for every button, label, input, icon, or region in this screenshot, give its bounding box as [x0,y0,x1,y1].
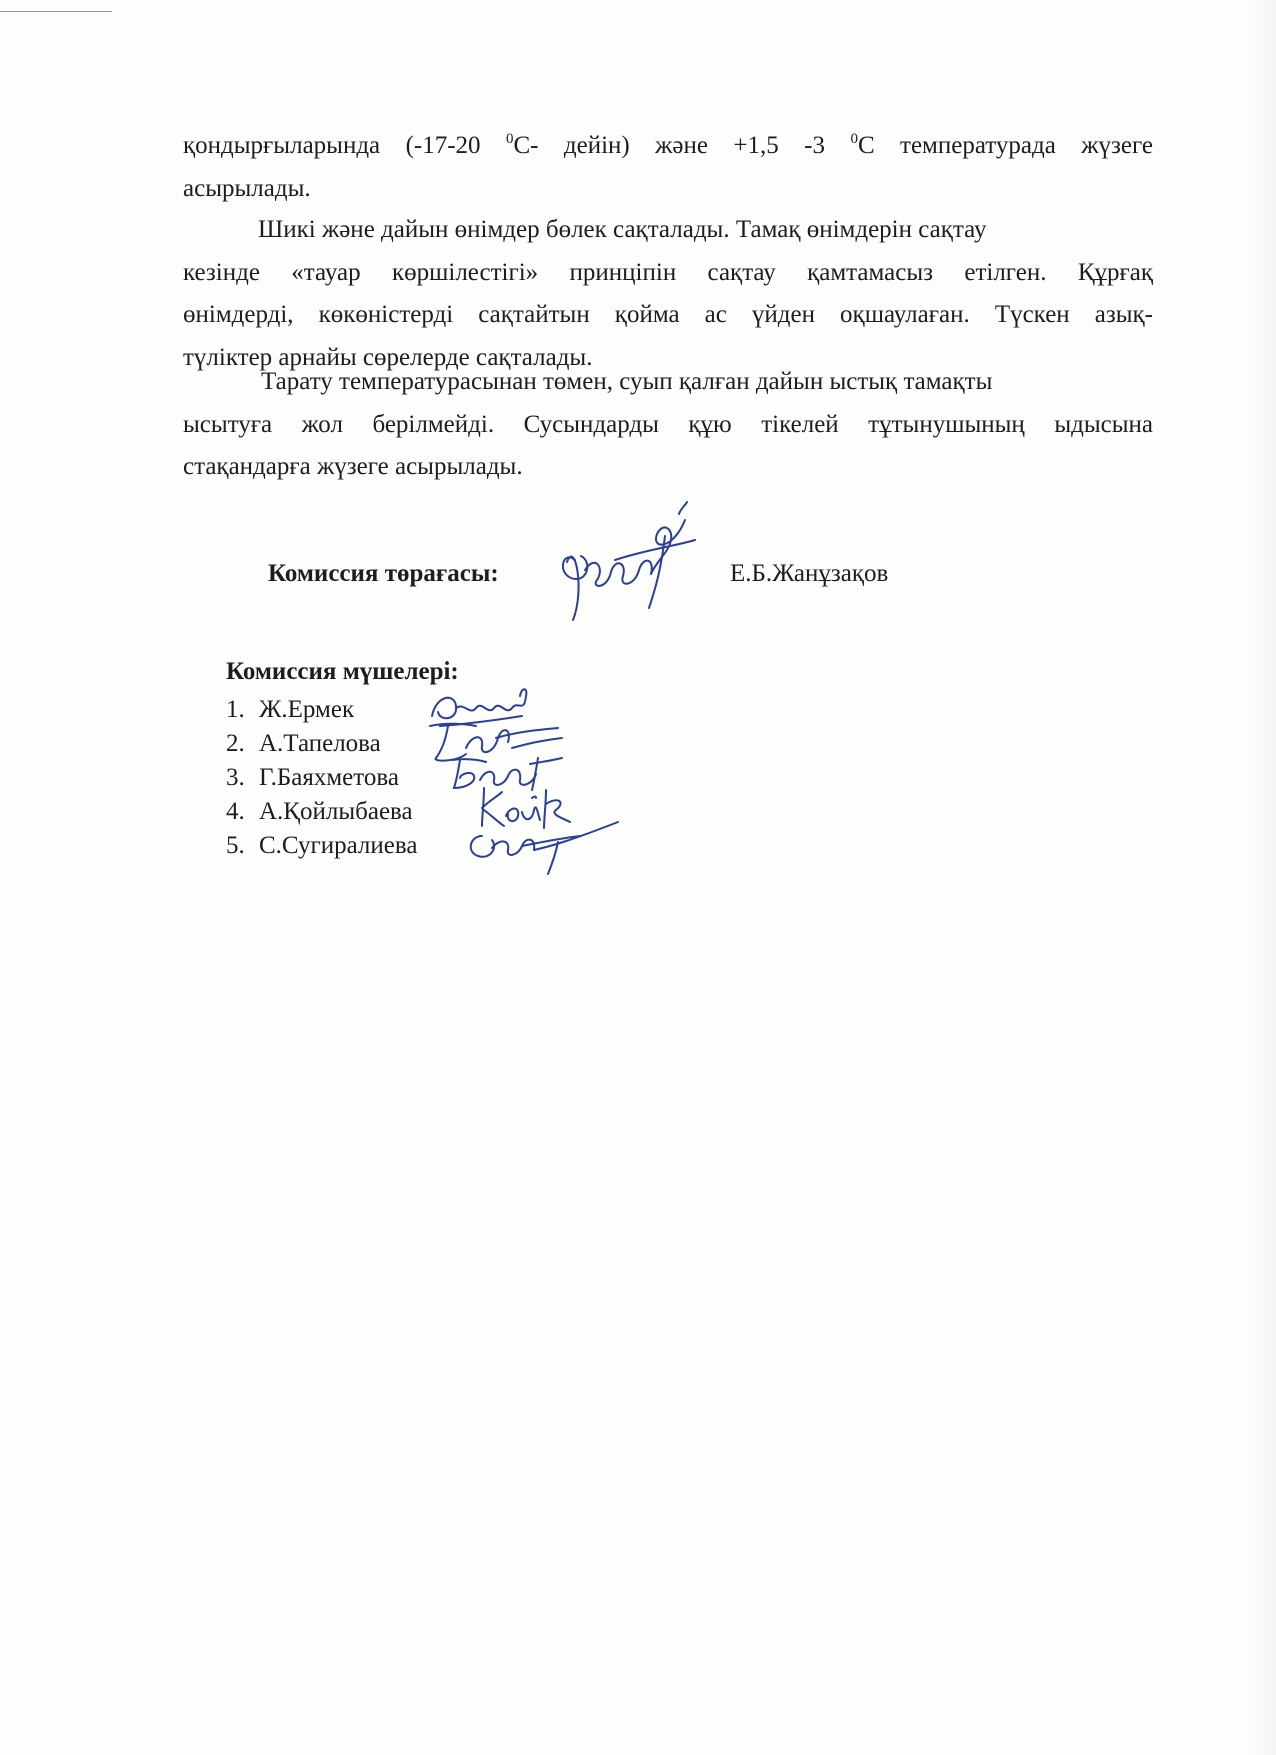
list-item: 4. А.Қойлыбаева [226,795,417,829]
list-item: 1. Ж.Ермек [226,693,417,727]
list-item: 2. А.Тапелова [226,727,417,761]
chair-label: Комиссия төрағасы: [268,560,499,587]
members-list [226,693,417,863]
member-5-signature-icon [462,818,622,876]
list-item: 3. Г.Баяхметова [226,761,417,795]
member-name: Ж.Ермек [259,696,355,723]
list-item: 5. С.Сугиралиева [226,829,417,863]
paragraph-1 [183,125,1153,210]
paragraph-2 [183,209,1153,379]
member-name: С.Сугиралиева [259,832,418,859]
member-name: Г.Баяхметова [259,764,399,791]
paragraph-3 [183,361,1153,489]
paragraph-2-line-3: өнімдерді, көкөністерді сақтайтын қойма ас үйден оқшаулаған. Түскен азық- [183,301,1153,328]
chair-name: Е.Б.Жанұзақов [730,560,889,587]
paragraph-3-line-2: ысытуға жол берілмейді. Сусындарды құю тікелей тұтынушының ыдысына [183,410,1153,438]
paragraph-1-line-1: қондырғыларында (-17-20 $^0$С- дейін) және +1,5 -3 $^0$С температурада жүзеге [183,131,1153,159]
paragraph-2-line-4: түліктер арнайы сөрелерде сақталады. [183,343,593,371]
scan-artifact-line [0,11,112,12]
chair-signature-icon [545,500,705,630]
paragraph-3-line-3: стақандарға жүзеге асырылады. [183,453,523,480]
paragraph-2-line-2: кезінде «тауар көршілестігі» принціпін сақтау қамтамасыз етілген. Құрғақ [183,258,1153,286]
member-name: А.Қойлыбаева [259,798,413,825]
scan-shadow-edge [1248,0,1276,1755]
paragraph-2-line-1: Шикі және дайын өнімдер бөлек сақталады. Тамақ өнімдерін сақтау [258,216,987,243]
paragraph-3-line-1: Тарату температурасынан төмен, суып қалған дайын ыстық тамақты [261,368,993,395]
member-name: А.Тапелова [259,730,381,757]
paragraph-1-line-2: асырылады. [183,174,311,202]
members-title: Комиссия мүшелері: [226,658,459,685]
